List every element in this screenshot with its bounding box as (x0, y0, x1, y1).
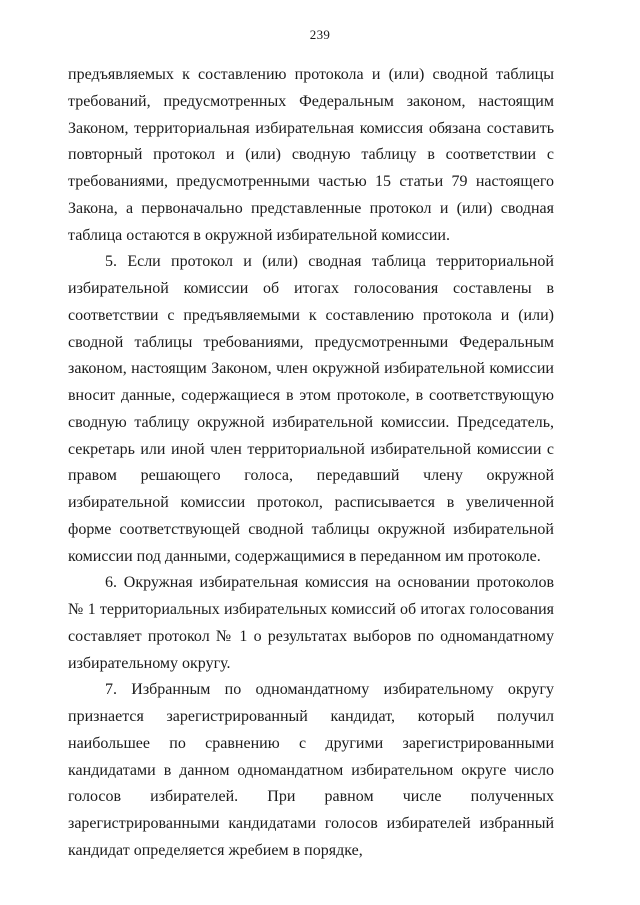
paragraph-item-6: 6. Окружная избирательная комиссия на основании протоколов № 1 территориальных избирательных комиссий об итогах голосования составляет протокол № 1 о результатах выборов по одномандатному избирательному округу. (68, 574, 554, 672)
paragraph-item-5: 5. Если протокол и (или) сводная таблица территориальной избирательной комиссии об итогах голосования составлены в соответствии с предъявляемыми к составлению протокола и (или) сводной таблицы требованиями, предусмотренными Федеральным законом, настоящим Законом, член окружной избирательной комиссии вносит данные, содержащиеся в этом протоколе, в соответствующую сводную таблицу окружной избирательной комиссии. Председатель, секретарь или иной член территориальной избирательной комиссии с правом решающего голоса, передавший члену окружной избирательной комиссии протокол, расписывается в увеличенной форме соответствующей сводной таблицы окружной избирательной комиссии под данными, содержащимися в переданном им протоколе. (68, 253, 554, 565)
paragraph-item-7: 7. Избранным по одномандатному избирательному округу признается зарегистрированный кандидат, который получил наибольшее по сравнению с другими зарегистрированными кандидатами в данном одномандатном избирательном округе число голосов избирателей. При равном числе полученных зарегистрированными кандидатами голосов избирателей избранный кандидат определяется жребием в порядке, (68, 681, 554, 859)
paragraph-continuation: предъявляемых к составлению протокола и (или) сводной таблицы требований, предусмотренных Федеральным законом, настоящим Законом, территориальная избирательная комиссия обязана составить повторный протокол и (или) сводную таблицу в соответствии с требованиями, предусмотренными частью 15 статьи 79 настоящего Закона, а первоначально представленные протокол и (или) сводная таблица остаются в окружной избирательной комиссии. (68, 66, 554, 244)
page-number: 239 (309, 27, 331, 42)
document-body (68, 62, 554, 865)
